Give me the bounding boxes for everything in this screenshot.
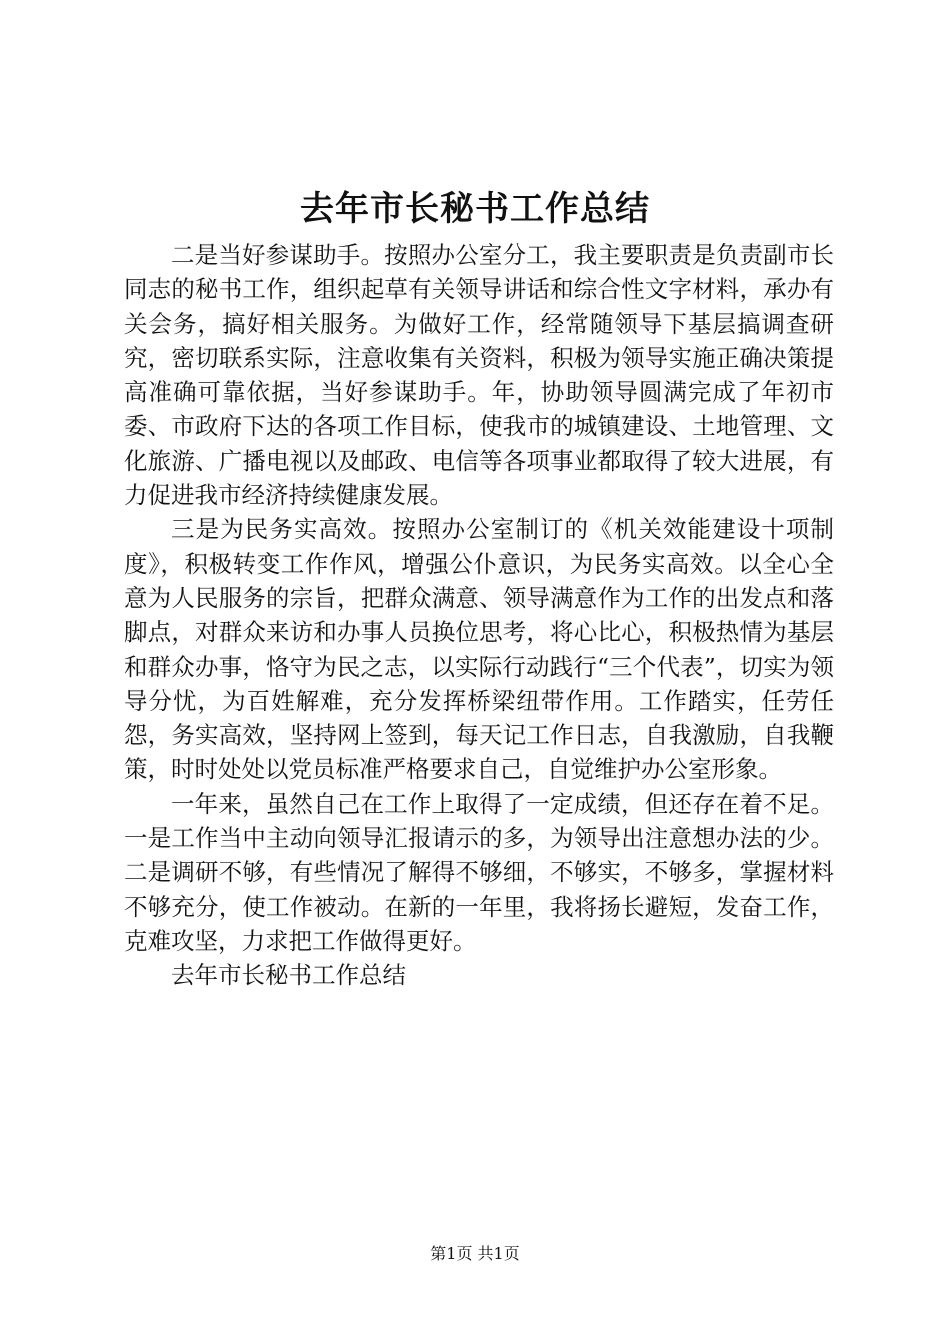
paragraph-shortcomings: 一年来，虽然自己在工作上取得了一定成绩，但还存在着不足。一是工作当中主动向领导汇报请示的多，为领导出注意想办法的少。二是调研不够，有些情况了解得不够细，不够实，不够多，掌握材料不够充分，使工作被动。在新的一年里，我将扬长避短，发奋工作，克难攻坚，力求把工作做得更好。: [124, 789, 834, 955]
document-title: 去年市长秘书工作总结: [300, 189, 650, 229]
paragraph-advisor: 二是当好参谋助手。按照办公室分工，我主要职责是负责副市长同志的秘书工作，组织起草有关领导讲话和综合性文字材料，承办有关会务，搞好相关服务。为做好工作，经常随领导下基层搞调查研究，密切联系实际，注意收集有关资料，积极为领导实施正确决策提高准确可靠依据，当好参谋助手。年，协助领导圆满完成了年初市委、市政府下达的各项工作目标，使我市的城镇建设、土地管理、文化旅游、广播电视以及邮政、电信等各项事业都取得了较大进展，有力促进我市经济持续健康发展。: [124, 241, 834, 510]
page-footer: 第1页 共1页: [430, 1244, 520, 1263]
paragraph-service: 三是为民务实高效。按照办公室制订的《机关效能建设十项制度》，积极转变工作作风，增强公仆意识，为民务实高效。以全心全意为人民服务的宗旨，把群众满意、领导满意作为工作的出发点和落脚点，对群众来访和办事人员换位思考，将心比心，积极热情为基层和群众办事，恪守为民之志，以实际行动践行“三个代表”，切实为领导分忧，为百姓解难，充分发挥桥梁纽带作用。工作踏实，任劳任怨，务实高效，坚持网上签到，每天记工作日志，自我激励，自我鞭策，时时处处以党员标准严格要求自己，自觉维护办公室形象。: [124, 515, 834, 784]
paragraph-closing-title: 去年市长秘书工作总结: [171, 961, 406, 990]
document-body: [124, 238, 834, 993]
